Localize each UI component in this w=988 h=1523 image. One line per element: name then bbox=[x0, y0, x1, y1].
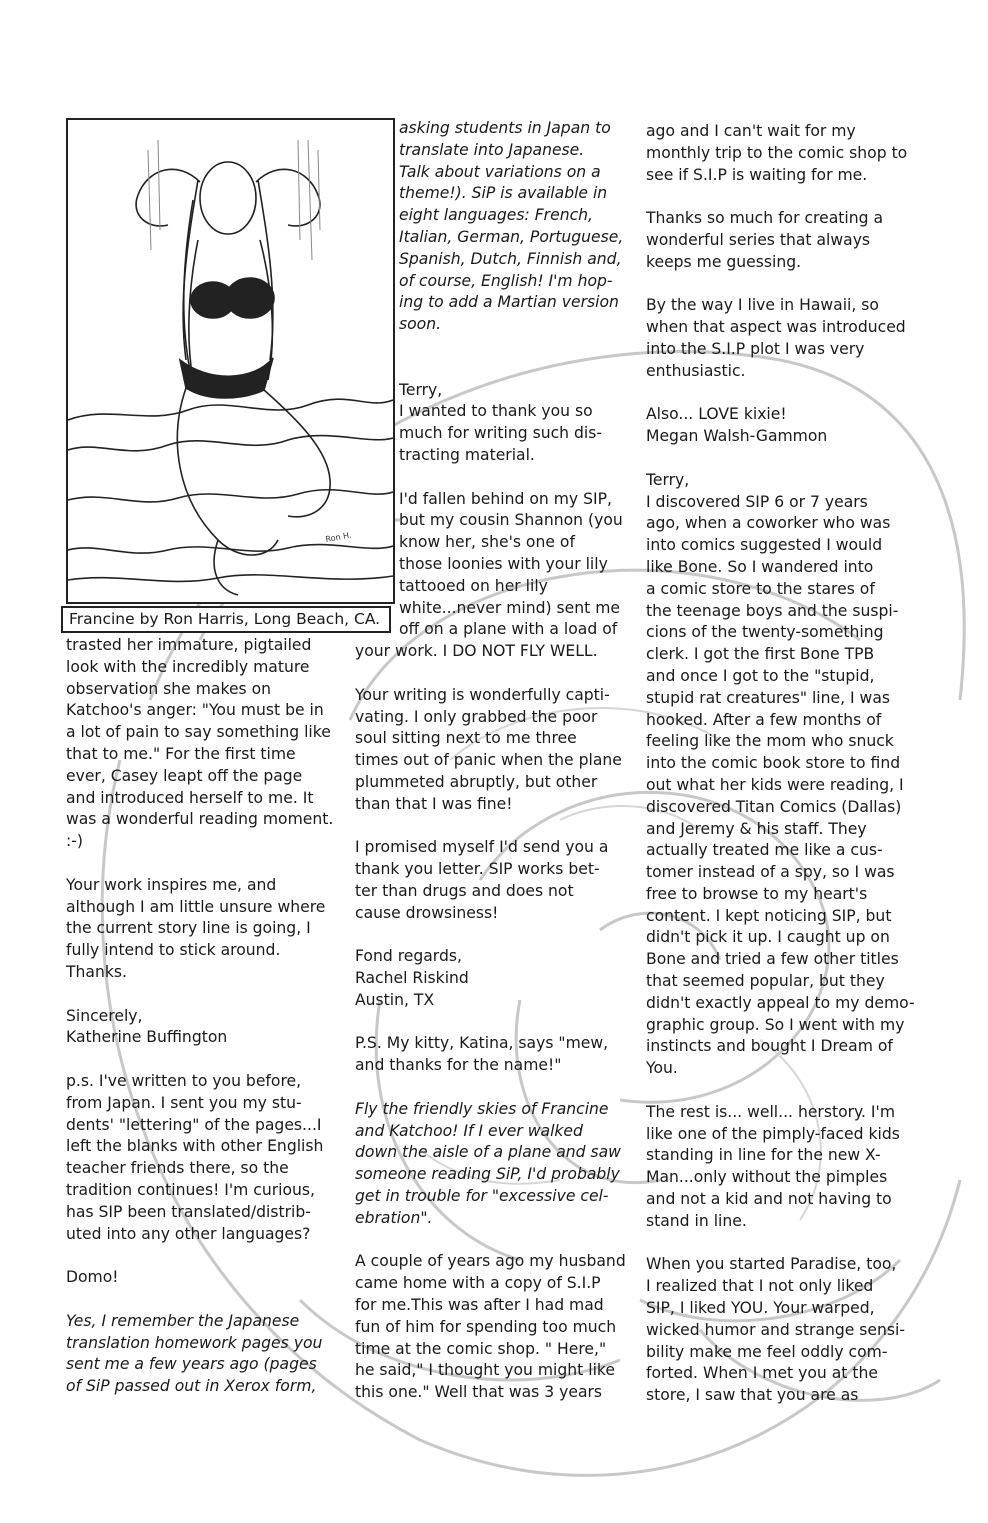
letter-signature: Fond regards, Rachel Riskind Austin, TX bbox=[355, 947, 469, 1009]
letter-paragraph: your work. I DO NOT FLY WELL. bbox=[355, 642, 598, 661]
letter-postscript: P.S. My kitty, Katina, says "mew, and thanks for the name!" bbox=[355, 1034, 609, 1075]
letter-paragraph: A couple of years ago my husband came home with a copy of S.I.P for me.This was after I had mad fun of him for spending too much time at the comic shop. " Here," he said," I thought you might like this one." Well that was 3 years bbox=[355, 1252, 626, 1402]
column-3 bbox=[646, 121, 918, 1429]
letter-signature: Sincerely, Katherine Buffington bbox=[66, 1006, 228, 1047]
letter-paragraph: Your writing is wonderfully capti- vating. I only grabbed the poor soul sitting next to me three times out of panic when the plane plummeted abruptly, but other than that I was fine! bbox=[355, 685, 622, 813]
letter-paragraph: The rest is... well... herstory. I'm like one of the pimply-faced kids standing in line for the new X- Man...only without the pimples and not a kid and not having to stand in line. bbox=[646, 1102, 900, 1230]
letter-paragraph: Your work inspires me, and although I am little unsure where the current story line is going, I fully intend to stick around. Thanks. bbox=[66, 875, 326, 981]
letter-paragraph: I promised myself I'd send you a thank you letter. SIP works bet- ter than drugs and does not cause drowsiness! bbox=[355, 838, 609, 922]
letter-paragraph: Terry, I wanted to thank you so much for writing such dis- tracting material. bbox=[399, 380, 602, 464]
column-2 bbox=[355, 118, 633, 1426]
letter-signoff: Domo! bbox=[66, 1268, 119, 1287]
letter-signature: Also... LOVE kixie! Megan Walsh-Gammon bbox=[646, 405, 828, 446]
editor-reply: Yes, I remember the Japanese translation homework pages you sent me a few years ago (pages of SiP passed out in Xerox form, bbox=[66, 1311, 323, 1396]
illustration-caption bbox=[61, 606, 391, 633]
letter-paragraph: ago and I can't wait for my monthly trip to the comic shop to see if S.I.P is waiting for me. bbox=[646, 122, 908, 184]
caption-text: Francine by Ron Harris, Long Beach, CA. bbox=[69, 610, 381, 628]
editor-reply-continued: asking students in Japan to translate into Japanese. Talk about variations on a theme!). SiP is available in eight languages: French, Italian, German, Portuguese, Spanish, Dutch, Finnish and, of course, English! I'm hop- ing to add a Martian version soon. bbox=[399, 119, 624, 334]
swimsuit-figure-drawing bbox=[68, 120, 393, 602]
letter-postscript: p.s. I've written to you before, from Japan. I sent you my stu- dents' "lettering" of the pages...I left the blanks with other English teacher friends there, so the tradition continues! I'm curious, has SIP been translated/distrib- uted into any other languages? bbox=[66, 1071, 324, 1243]
letter-paragraph: Thanks so much for creating a wonderful series that always keeps me guessing. bbox=[646, 209, 883, 271]
letter-paragraph: I'd fallen behind on my SIP, but my cousin Shannon (you know her, she's one of those loonies with your lily tattooed on her lily white...never mind) sent me off on a plane with a load of bbox=[399, 489, 623, 639]
letter-paragraph: When you started Paradise, too, I realized that I not only liked SIP, I liked YOU. Your warped, wicked humor and strange sensi- bility make me feel oddly com- forted. When I met you at the store, I saw that you are as bbox=[646, 1255, 905, 1405]
svg-text:Ron H.: Ron H. bbox=[324, 530, 353, 544]
letter-paragraph: By the way I live in Hawaii, so when that aspect was introduced into the S.I.P plot I was very enthusiastic. bbox=[646, 296, 906, 380]
editor-reply: Fly the friendly skies of Francine and Katchoo! If I ever walked down the aisle of a plane and saw someone reading SiP, I'd probably get in trouble for "excessive cel- ebration". bbox=[355, 1099, 621, 1227]
letter-paragraph: trasted her immature, pigtailed look with the incredibly mature observation she makes on Katchoo's anger: "You must be in a lot of pain to say something like that to me." For the first time ever, Casey leapt off the page and introduced herself to me. It was a wonderful reading moment. :-) bbox=[66, 636, 334, 851]
fan-art-illustration bbox=[66, 118, 395, 604]
letter-paragraph: Terry, I discovered SIP 6 or 7 years ago, when a coworker who was into comics suggested I would like Bone. So I wandered into a comic store to the stares of the teenage boys and the suspi- cions of the twenty-something clerk. I got the first Bone TPB and once I got to the "stupid, stupid rat creatures" line, I was hooked. After a few months of feeling like the mom who snuck into the comic book store to find out what her kids were reading, I discovered Titan Comics (Dallas) and Jeremy & his staff. They actually treated me like a cus- tomer instead of a spy, so I was free to browse to my heart's content. I kept noticing SIP, but didn't pick it up. I caught up on Bone and tried a few other titles that seemed popular, but they didn't exactly appeal to my demo- graphic group. So I went with my instincts and bought I Dream of You. bbox=[646, 470, 915, 1078]
column-1 bbox=[66, 635, 346, 1420]
